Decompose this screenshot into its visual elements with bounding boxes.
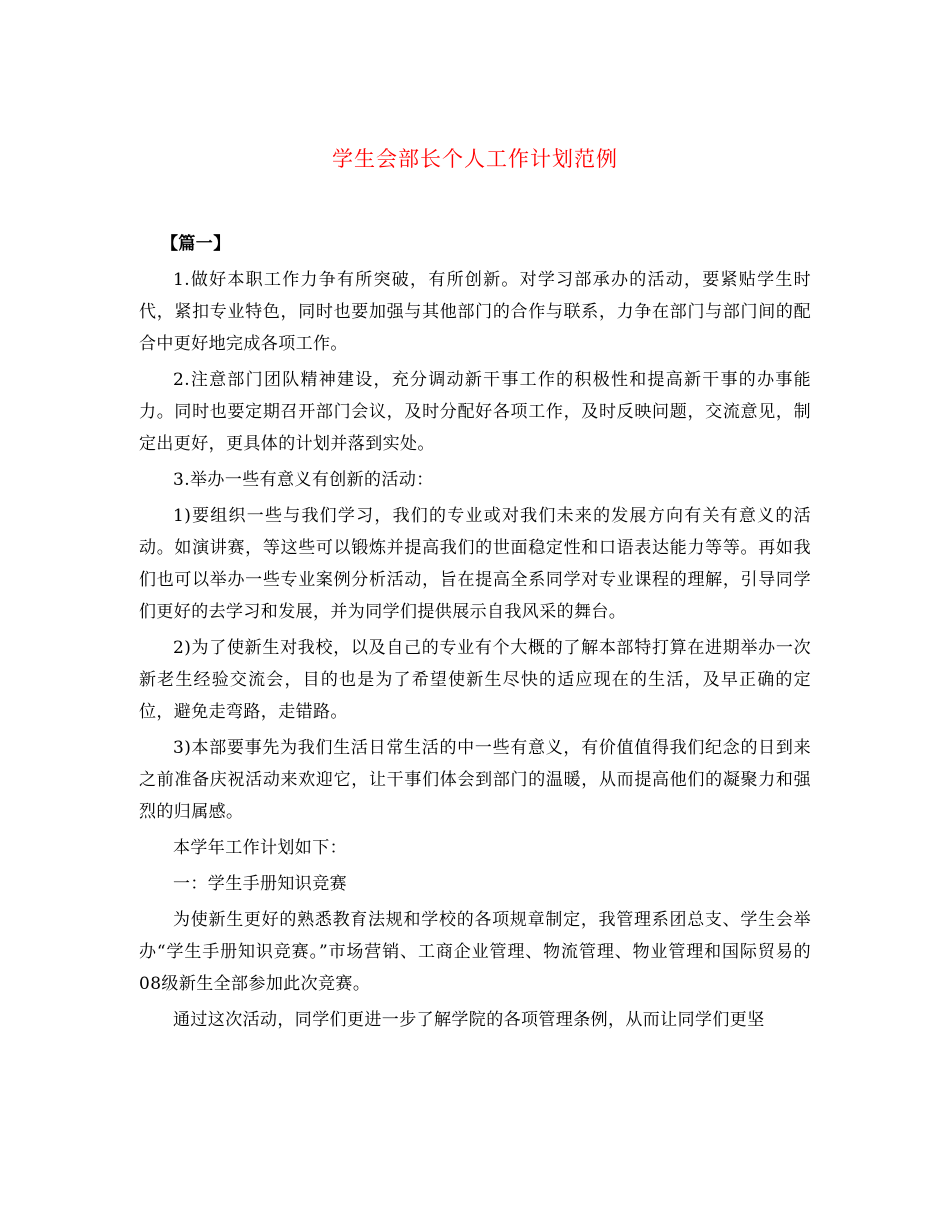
paragraph-7: 本学年工作计划如下： bbox=[173, 838, 347, 858]
paragraph-5: 2)为了使新生对我校，以及自己的专业有个大概的了解本部特打算在进期举办一次新老生经验交流会，目的也是为了希望使新生尽快的适应现在的生活，及早正确的定位，避免走弯路，走错路。 bbox=[139, 638, 811, 722]
document-body bbox=[139, 228, 811, 1040]
paragraph-2: 2.注意部门团队精神建设，充分调动新干事工作的积极性和提高新干事的办事能力。同时也要定期召开部门会议，及时分配好各项工作，及时反映问题，交流意见，制定出更好，更具体的计划并落到实处。 bbox=[139, 370, 811, 454]
paragraph-1: 1.做好本职工作力争有所突破，有所创新。对学习部承办的活动，要紧贴学生时代，紧扣专业特色，同时也要加强与其他部门的合作与联系，力争在部门与部门间的配合中更好地完成各项工作。 bbox=[139, 270, 811, 354]
paragraph-3: 3.举办一些有意义有创新的活动： bbox=[173, 470, 434, 490]
paragraph-10: 通过这次活动，同学们更进一步了解学院的各项管理条例，从而让同学们更坚 bbox=[173, 1010, 765, 1030]
document-title: 学生会部长个人工作计划范例 bbox=[332, 147, 618, 171]
paragraph-8: 一：学生手册知识竞赛 bbox=[173, 874, 347, 894]
paragraph-4: 1)要组织一些与我们学习，我们的专业或对我们未来的发展方向有关有意义的活动。如演讲赛，等这些可以锻炼并提高我们的世面稳定性和口语表达能力等等。再如我们也可以举办一些专业案例分析活动，旨在提高全系同学对专业课程的理解，引导同学们更好的去学习和发展，并为同学们提供展示自我风采的舞台。 bbox=[139, 506, 811, 622]
paragraph-6: 3)本部要事先为我们生活日常生活的中一些有意义，有价值值得我们纪念的日到来之前准备庆祝活动来欢迎它，让干事们体会到部门的温暖，从而提高他们的凝聚力和强烈的归属感。 bbox=[139, 738, 811, 822]
paragraph-9: 为使新生更好的熟悉教育法规和学校的各项规章制定，我管理系团总支、学生会举办“学生手册知识竞赛。”市场营销、工商企业管理、物流管理、物业管理和国际贸易的08级新生全部参加此次竞赛。 bbox=[139, 910, 811, 994]
section-heading: 【篇一】 bbox=[161, 234, 231, 254]
